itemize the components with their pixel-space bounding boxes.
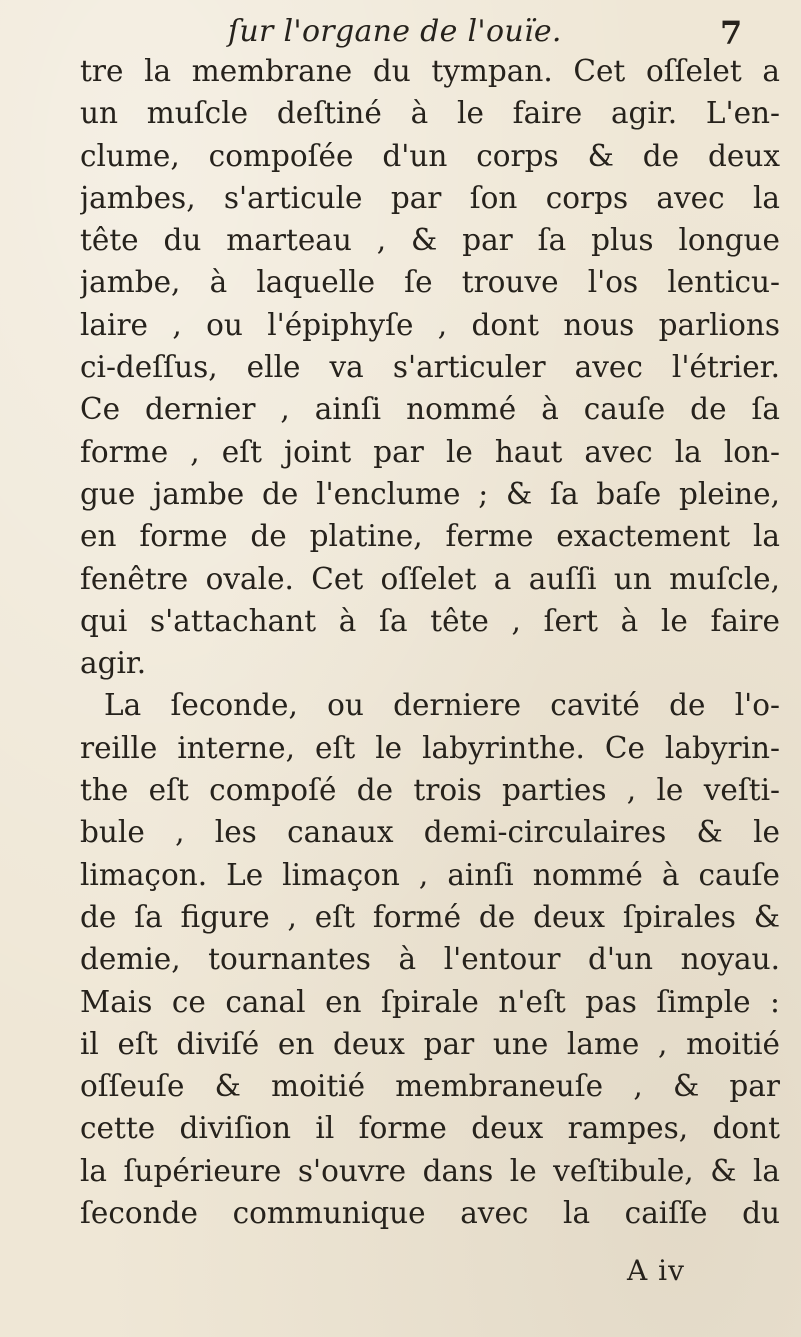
text-line: forme , eſt joint par le haut avec la lon- [80,434,780,469]
page-number: 7 [720,14,743,52]
text-line: tre la membrane du tympan. Cet oſſelet a [80,54,780,88]
text-line: agir. [80,646,147,681]
text-line: ci-deſſus, elle va s'articuler avec l'étrier. [80,350,780,385]
paragraph-start-line: La ſeconde, ou derniere cavité de l'o- [104,688,780,723]
text-line: jambes, s'articule par ſon corps avec la [80,180,780,215]
running-title: ſur l'organe de l'ouïe. [228,14,562,49]
text-line: laire , ou l'épiphyſe , dont nous parlions [80,307,780,342]
text-line: cette diviſion il forme deux rampes, dont [80,1111,780,1146]
body-text [80,50,780,1234]
text-line: the eſt compoſé de trois parties , le veſti- [80,773,780,808]
text-line: Ce dernier , ainſi nommé à cauſe de ſa [80,392,780,427]
text-line: un muſcle deſtiné à le faire agir. L'en- [80,96,780,131]
text-line: demie, tournantes à l'entour d'un noyau. [80,942,780,977]
text-line: Mais ce canal en ſpirale n'eſt pas ſimple : [80,984,780,1019]
text-line: clume, compoſée d'un corps & de deux [80,138,780,173]
text-line: qui s'attachant à ſa tête , ſert à le faire [80,603,780,638]
text-line: jambe, à laquelle ſe trouve l'os lenticu- [80,265,780,300]
text-line: tête du marteau , & par ſa plus longue [80,223,780,258]
text-line: reille interne, eſt le labyrinthe. Ce labyrin- [80,730,780,765]
signature-mark: A iv [627,1254,685,1287]
text-line: oſſeuſe & moitié membraneuſe , & par [80,1069,780,1104]
text-line: il eſt diviſé en deux par une lame , moitié [80,1026,780,1061]
text-line: gue jambe de l'enclume ; & ſa baſe pleine, [80,476,780,511]
text-line: ſeconde communique avec la caiſſe du [80,1196,780,1231]
text-line: la ſupérieure s'ouvre dans le veſtibule, & la [80,1153,780,1188]
text-line: en forme de platine, ferme exactement la [80,519,780,554]
text-line: de ſa figure , eſt formé de deux ſpirales & [80,899,780,934]
text-line: bule , les canaux demi-circulaires & le [80,815,780,850]
text-line: fenêtre ovale. Cet oſſelet a auſſi un muſcle, [80,561,780,596]
text-line: limaçon. Le limaçon , ainſi nommé à cauſe [80,857,780,892]
